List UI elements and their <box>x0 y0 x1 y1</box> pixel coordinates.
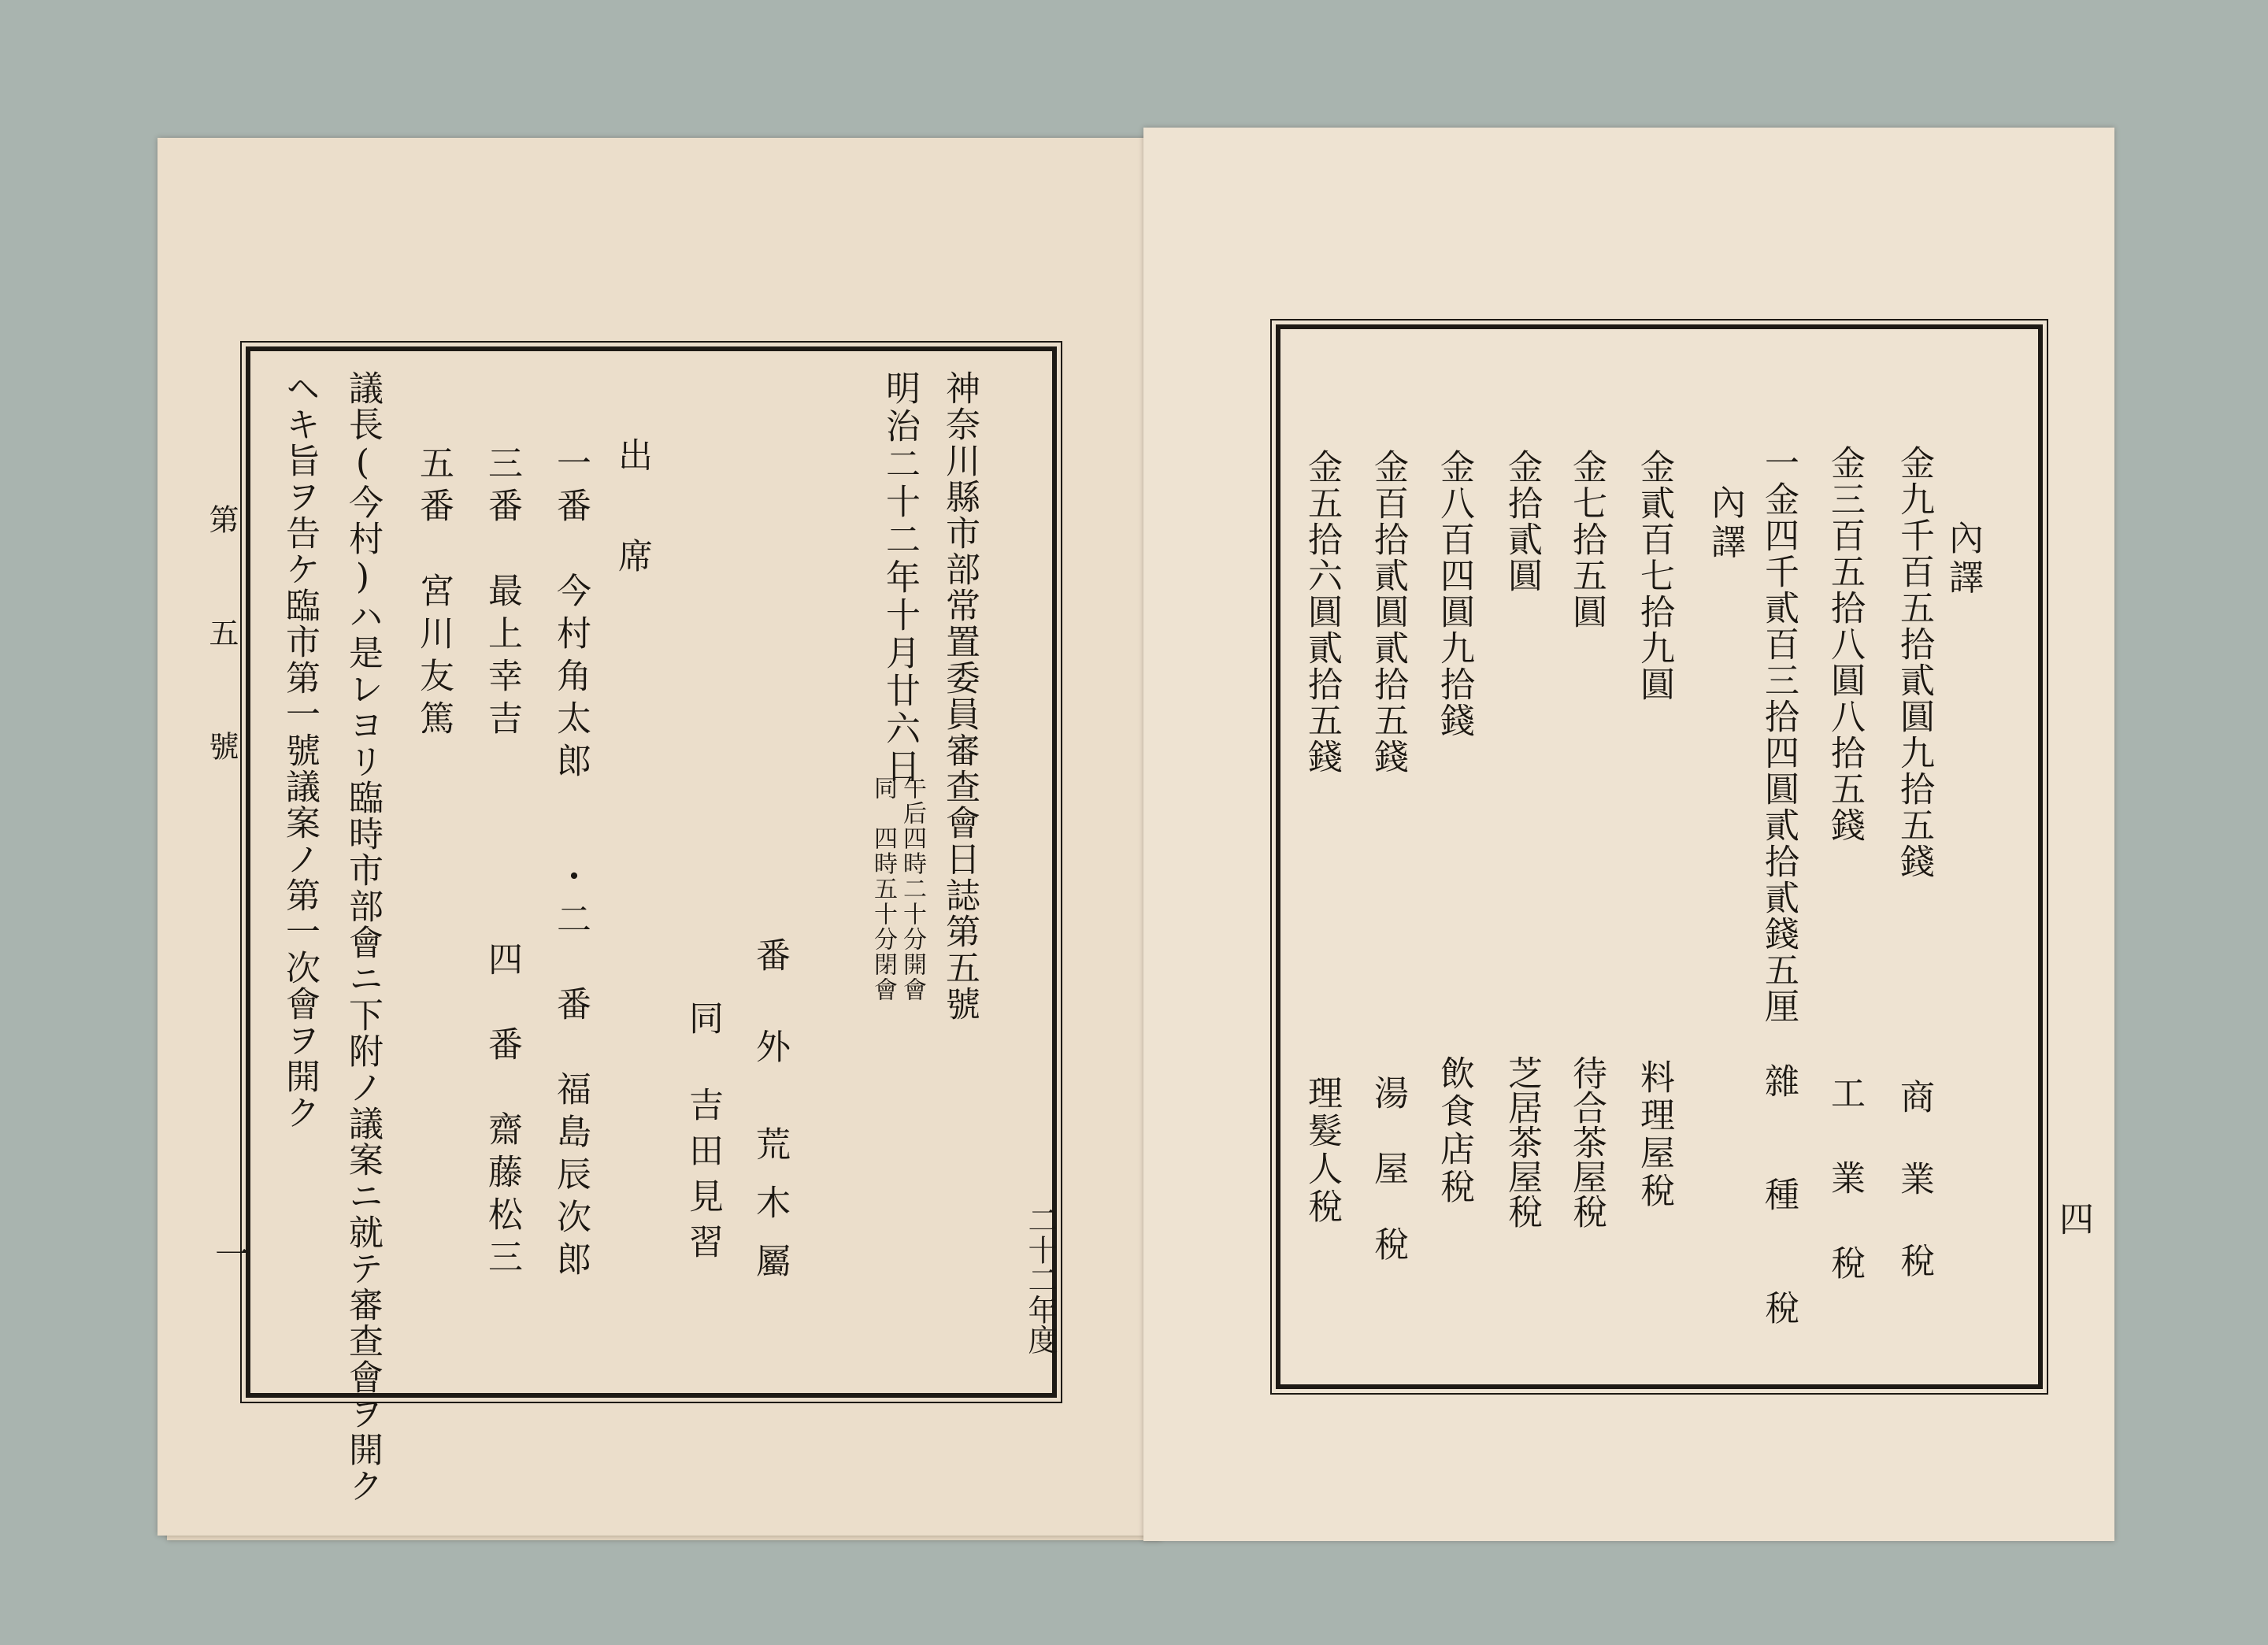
barber-tax-label: 理髮人稅 <box>1302 1075 1342 1226</box>
teahouse-tax-amount: 金七拾五圓 <box>1566 449 1606 630</box>
staff-2-title: 同 <box>683 1000 723 1039</box>
attendee-row-1: 一番 今村角太郎 <box>550 445 591 785</box>
breakdown-heading: 內譯 <box>1943 520 1983 598</box>
barber-tax-amount: 金五拾六圓貳拾五錢 <box>1302 449 1342 775</box>
industry-tax-label: 工 業 稅 <box>1825 1075 1865 1287</box>
journal-title: 神奈川縣市部常置委員審查會日誌第五號 <box>939 370 980 1022</box>
attendee-row-2: 三番 最上幸吉 <box>482 445 522 743</box>
meeting-close-time: 同 四時五十分閉會 <box>869 776 897 1002</box>
staff-2-name: 吉田見習 <box>683 1087 723 1269</box>
commerce-tax-label: 商 業 稅 <box>1894 1079 1934 1284</box>
meeting-open-time: 午后四時二十分開會 <box>899 776 926 1002</box>
attendance-heading: 出 席 <box>612 437 652 588</box>
industry-tax-amount: 金三百五拾八圓八拾五錢 <box>1825 445 1865 843</box>
restaurant-tax-amount: 金貳百七拾九圓 <box>1634 449 1674 702</box>
restaurant-tax-label: 料理屋稅 <box>1634 1059 1674 1210</box>
eatery-tax-amount: 金八百四圓九拾錢 <box>1434 449 1474 739</box>
commerce-tax-amount: 金九千百五拾貳圓九拾五錢 <box>1894 445 1934 880</box>
meeting-date: 明治二十二年十月廿六日 <box>880 370 920 786</box>
miscellaneous-tax-label: 雜 種 稅 <box>1758 1063 1799 1328</box>
miscellaneous-tax-amount: 一金四千貳百三拾四圓貳拾貳錢五厘 <box>1758 445 1799 1024</box>
bathhouse-tax-amount: 金百拾貳圓貳拾五錢 <box>1368 449 1408 775</box>
proceedings-line-2: ヘキ旨ヲ告ケ臨市第一號議案ノ第一次會ヲ開ク <box>280 370 320 1131</box>
proceedings-line-1: 議長(今村)ハ是レヨリ臨時市部會ニ下附ノ議案ニ就テ審查會ヲ開ク <box>343 370 383 1504</box>
staff-1-name: 荒木屬 <box>750 1126 790 1301</box>
theater-teahouse-tax-amount: 金拾貳圓 <box>1502 449 1542 594</box>
attendee-row-2-second: 四 番 齋藤松三 <box>482 941 522 1281</box>
theater-teahouse-tax-label: 芝居茶屋稅 <box>1502 1055 1542 1228</box>
issue-number-label: 第 五 號 <box>204 504 239 787</box>
left-page-number: 一 <box>209 1236 249 1276</box>
attendee-row-1-second: ・二 番 福島辰次郎 <box>550 858 591 1284</box>
right-page-number: 四 <box>2053 1201 2093 1240</box>
staff-1-title: 番 外 <box>750 937 790 1074</box>
attendee-row-3: 五番 宮川友篤 <box>413 445 454 743</box>
teahouse-tax-label: 待合茶屋稅 <box>1566 1055 1606 1228</box>
bathhouse-tax-label: 湯 屋 稅 <box>1368 1075 1408 1264</box>
fiscal-year-footer: 二十二年度 <box>1023 1205 1058 1354</box>
eatery-tax-label: 飲食店稅 <box>1434 1055 1474 1206</box>
sub-breakdown-heading: 內譯 <box>1705 484 1745 563</box>
